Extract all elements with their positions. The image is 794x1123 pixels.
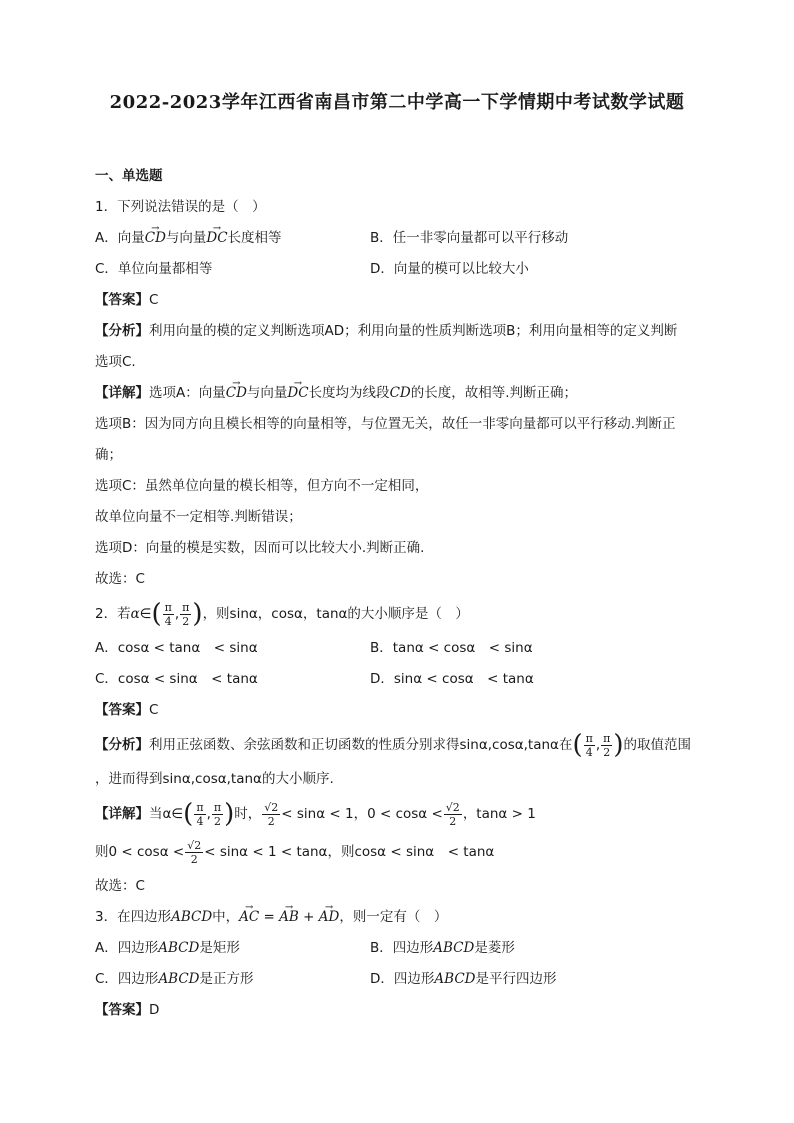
quad-abcd: ABCD	[158, 940, 200, 956]
vector-ac: → AC	[239, 902, 259, 933]
q2-detail-text-4: ，tanα > 1	[462, 806, 536, 822]
section-heading: 一、单选题	[95, 168, 163, 184]
numerator: √2	[187, 838, 202, 852]
answer-value: C	[149, 702, 159, 718]
q2-options-row-1	[95, 633, 707, 664]
q1-option-a-text-2: 与向量	[165, 230, 207, 246]
numerator: π	[182, 600, 190, 614]
left-paren: (	[183, 799, 194, 829]
q2-option-c: C．cosα < sinα < tanα	[95, 671, 258, 687]
q2-stem-text-2: ，则sinα，cosα，tanα的大小顺序是（ ）	[202, 606, 469, 622]
q3-stem-text-3: ，则一定有（ ）	[339, 909, 448, 925]
q3-option-b	[370, 933, 645, 964]
numerator: √2	[264, 800, 279, 814]
q1-option-a-text: A．向量	[95, 230, 145, 246]
document-body	[95, 161, 707, 1026]
q1-option-a	[95, 223, 370, 254]
q2-answer	[95, 695, 707, 726]
q1-choose: 故选：C	[95, 571, 145, 587]
numerator: π	[603, 731, 611, 745]
denominator: 2	[449, 814, 457, 828]
fraction-pi-over-4	[584, 732, 595, 759]
detail-tag: 【详解】	[95, 385, 149, 401]
q2-options-row-2	[95, 664, 707, 695]
q3-stem-text: 3．在四边形	[95, 909, 172, 925]
q2-analysis: 【分析】利用正弦函数、余弦函数和正切函数的性质分别求得sinα,cosα,tanα在( $\frac{\pi}{4}$ , $\frac{\pi}{2}$ )的取值范围	[95, 730, 692, 760]
denominator: 2	[190, 852, 198, 866]
vector-dc: → DC	[287, 378, 308, 409]
numerator: π	[585, 731, 593, 745]
answer-tag: 【答案】	[95, 1002, 149, 1018]
q1-detail-a-text-3: 长度均为线段	[308, 385, 390, 401]
denominator: 2	[182, 614, 190, 628]
fraction-pi-over-2	[601, 732, 612, 759]
vector-dc: → DC	[206, 223, 227, 254]
q1-options-row-2	[95, 254, 707, 285]
fraction-sqrt2-over-2	[444, 801, 462, 828]
q3-options-row-1	[95, 933, 707, 964]
q2-choose: 故选：C	[95, 878, 145, 894]
page-title: 2022-2023学年江西省南昌市第二中学高一下学情期中考试数学试题	[109, 92, 685, 113]
q2-detail-text-3: < sinα < 1，0 < cosα <	[281, 806, 443, 822]
q2-stem-text: 2．若	[95, 606, 131, 622]
q1-detail-a-text: 选项A：向量	[149, 385, 226, 401]
q2-detail2-text-2: < sinα < 1 < tanα，则cosα < sinα < tanα	[204, 844, 495, 860]
numerator: π	[196, 800, 204, 814]
denominator: 2	[267, 814, 275, 828]
q1-analysis-cont: 选项C.	[95, 354, 136, 370]
q2-analysis-cont: ，进而得到sinα,cosα,tanα的大小顺序.	[95, 771, 334, 787]
segment-cd: CD	[389, 385, 411, 401]
left-paren: (	[572, 730, 583, 760]
q2-stem: 2．若α∈( $\frac{\pi}{4}$ , $\frac{\pi}{2}$ )，则sinα，cosα，tanα的大小顺序是（ ）	[95, 599, 469, 629]
q1-answer	[95, 285, 707, 316]
left-paren: (	[151, 599, 162, 629]
q2-detail: 【详解】当α∈( $\frac{\pi}{4}$ , $\frac{\pi}{2}$ )时， $\frac{√2}{2}$ < sinα < 1，0 < cosα < $\frac{√2}{2}$ ，tanα > 1	[95, 799, 536, 829]
q2-detail2-text: 则0 < cosα <	[95, 844, 185, 860]
q1-options-row-1	[95, 223, 707, 254]
denominator: 4	[164, 614, 172, 628]
detail-tag: 【详解】	[95, 806, 149, 822]
q2-detail-text-2: 时，	[234, 806, 262, 822]
q2-detail-2	[95, 833, 707, 871]
right-paren: )	[224, 799, 235, 829]
q1-option-a-text-3: 长度相等	[227, 230, 282, 246]
quad-abcd: ABCD	[434, 971, 476, 987]
quad-abcd: ABCD	[158, 971, 200, 987]
analysis-text-2: 的取值范围	[623, 737, 692, 753]
answer-value: C	[149, 292, 159, 308]
fraction-pi-over-2	[212, 801, 223, 828]
q2-option-b: B．tanα < cosα < sinα	[370, 640, 533, 656]
vector-ab: → AB	[279, 902, 299, 933]
q1-stem: 1．下列说法错误的是（ ）	[95, 199, 266, 215]
q1-option-d: D．向量的模可以比较大小	[370, 261, 529, 277]
vector-cd: → CD	[226, 378, 247, 409]
q1-analysis	[95, 316, 707, 347]
q1-detail-b-cont: 确；	[95, 447, 122, 463]
q1-detail-c-cont: 故单位向量不一定相等.判断错误；	[95, 509, 302, 525]
q3-option-d-text-2: 是平行四边形	[475, 971, 557, 987]
numerator: √2	[445, 800, 460, 814]
q3-option-a-text: A．四边形	[95, 940, 159, 956]
answer-tag: 【答案】	[95, 292, 149, 308]
denominator: 2	[603, 745, 611, 759]
vector-ad: → AD	[319, 902, 340, 933]
q3-option-d-text: D．四边形	[370, 971, 435, 987]
q3-options-row-2	[95, 964, 707, 995]
q3-option-b-text: B．四边形	[370, 940, 434, 956]
q3-answer	[95, 995, 707, 1026]
right-paren: )	[613, 730, 624, 760]
alpha-symbol: α	[130, 606, 140, 622]
q1-detail-a	[95, 378, 707, 409]
q2-option-d: D．sinα < cosα < tanα	[370, 671, 534, 687]
q1-option-c: C．单位向量都相等	[95, 261, 213, 277]
q1-detail-a-text-2: 与向量	[246, 385, 288, 401]
q1-detail-d: 选项D：向量的模是实数，因而可以比较大小.判断正确.	[95, 540, 425, 556]
fraction-pi-over-2	[180, 601, 191, 628]
denominator: 2	[213, 814, 221, 828]
q3-stem	[95, 902, 707, 933]
q1-detail-b: 选项B：因为同方向且模长相等的向量相等，与位置无关，故任一非零向量都可以平行移动.判断正	[95, 416, 676, 432]
q1-detail-c: 选项C：虽然单位向量的模长相等，但方向不一定相同，	[95, 478, 429, 494]
plus-sign: +	[298, 909, 319, 925]
analysis-text: 利用向量的模的定义判断选项AD；利用向量的性质判断选项B；利用向量相等的定义判断	[149, 323, 678, 339]
element-of-symbol: ∈	[139, 606, 152, 622]
fraction-sqrt2-over-2	[262, 801, 280, 828]
q1-option-b: B．任一非零向量都可以平行移动	[370, 230, 569, 246]
answer-value: D	[149, 1002, 160, 1018]
analysis-tag: 【分析】	[95, 323, 149, 339]
equals-sign: =	[259, 909, 280, 925]
fraction-pi-over-4	[163, 601, 174, 628]
fraction-sqrt2-over-2	[185, 839, 203, 866]
vector-cd: → CD	[145, 223, 166, 254]
q2-detail-text: 当α∈	[149, 806, 184, 822]
right-paren: )	[192, 599, 203, 629]
q3-stem-text-2: 中，	[212, 909, 240, 925]
numerator: π	[164, 600, 172, 614]
quad-abcd: ABCD	[171, 909, 213, 925]
q3-option-a-text-2: 是矩形	[199, 940, 240, 956]
q3-option-d	[370, 964, 645, 995]
q3-option-c	[95, 964, 370, 995]
numerator: π	[213, 800, 222, 814]
fraction-pi-over-4	[194, 801, 205, 828]
q2-option-a: A．cosα < tanα < sinα	[95, 640, 258, 656]
analysis-tag: 【分析】	[95, 737, 149, 753]
denominator: 4	[585, 745, 593, 759]
denominator: 4	[196, 814, 204, 828]
q3-option-c-text-2: 是正方形	[199, 971, 254, 987]
analysis-text: 利用正弦函数、余弦函数和正切函数的性质分别求得sinα,cosα,tanα在	[149, 737, 573, 753]
quad-abcd: ABCD	[433, 940, 475, 956]
q3-option-a	[95, 933, 370, 964]
q3-option-b-text-2: 是菱形	[474, 940, 515, 956]
q3-option-c-text: C．四边形	[95, 971, 159, 987]
q1-detail-a-text-4: 的长度，故相等.判断正确；	[410, 385, 578, 401]
answer-tag: 【答案】	[95, 702, 149, 718]
